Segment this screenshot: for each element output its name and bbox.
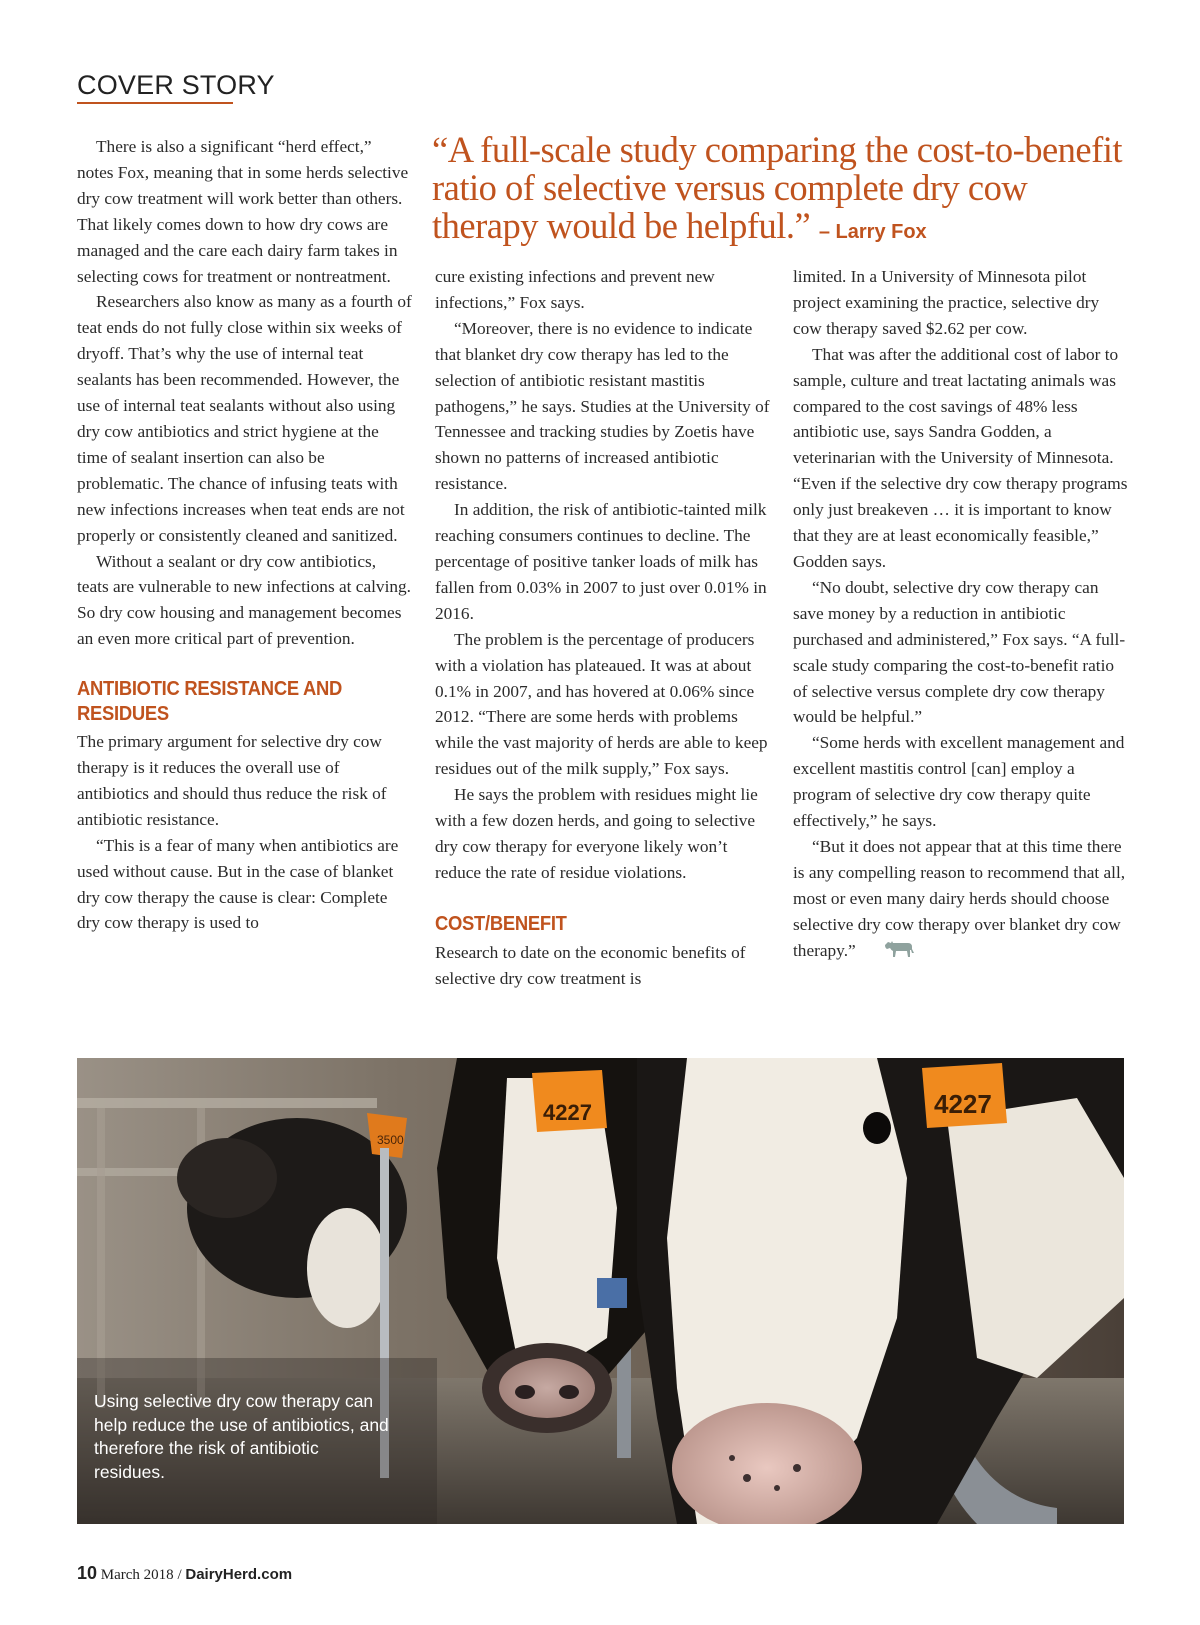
- paragraph: Without a sealant or dry cow antibiotics, teats are vulnerable to new infections at calving. So dry cow housing and management becomes an even more critical part of prevention.: [77, 551, 411, 649]
- paragraph: The problem is the percentage of producers with a violation has plateaued. It was at about 0.1% in 2007, and has hovered at 0.06% since 2012. “There are some herds with problems while the vast majority of herds are able to keep residues out of the milk supply,” Fox says.: [435, 629, 768, 779]
- site-link[interactable]: DairyHerd.com: [185, 1566, 293, 1583]
- section-label-underline: [77, 102, 233, 104]
- paragraph: “Moreover, there is no evidence to indicate that blanket dry cow therapy has led to the selection of antibiotic resistant mastitis pathogens,” he says. Studies at the University of Tennessee and tracking studies by Zoetis have shown no patterns of increased antibiotic resistance.: [435, 318, 770, 494]
- paragraph: He says the problem with residues might lie with a few dozen herds, and going to selective dry cow therapy for everyone likely won’t reduce the rate of residue violations.: [435, 785, 758, 882]
- article-column-3: [793, 264, 1129, 966]
- photo-caption: Using selective dry cow therapy can help reduce the use of antibiotics, and therefore the risk of antibiotic residues.: [94, 1391, 389, 1482]
- paragraph: “Some herds with excellent management and excellent mastitis control [can] employ a program of selective dry cow therapy quite effectively,” he says.: [793, 733, 1125, 831]
- subhead-cost-benefit: COST/BENEFIT: [435, 912, 567, 935]
- paragraph: cure existing infections and prevent new infections,” Fox says.: [435, 267, 715, 312]
- paragraph-final: [793, 834, 1129, 966]
- paragraph: Research to date on the economic benefits of selective dry cow treatment is: [435, 942, 746, 988]
- subhead-antibiotic-resistance: ANTIBIOTIC RESISTANCE AND RESIDUES: [77, 678, 343, 726]
- page-number: 10: [77, 1563, 98, 1583]
- paragraph-final-text: “But it does not appear that at this time there is any compelling reason to recommend that all, most or even many dairy herds should choose selective dry cow therapy over blanket dry cow therapy.”: [793, 836, 1126, 960]
- paragraph: “No doubt, selective dry cow therapy can save money by a reduction in antibiotic purchased and administered,” Fox says. “A full-scale study comparing the cost-to-benefit ratio of selective versus complete dry cow therapy would be helpful.”: [793, 577, 1126, 727]
- article-column-1: [77, 134, 412, 936]
- ear-tag-3: 4227: [934, 1089, 992, 1119]
- footer-separator: /: [177, 1567, 182, 1583]
- article-column-2: [435, 264, 771, 992]
- paragraph: There is also a significant “herd effect,” notes Fox, meaning that in some herds selective dry cow treatment will work better than others. That likely comes down to how dry cows are managed and the care each dairy farm takes in selecting cows for treatment or nontreatment.: [77, 137, 409, 286]
- paragraph: In addition, the risk of antibiotic-tainted milk reaching consumers continues to decline. The percentage of positive tanker loads of milk has fallen from 0.03% in 2007 to just over 0.01% in 2016.: [435, 500, 767, 623]
- issue-date: March 2018: [100, 1567, 174, 1583]
- pull-quote-text: “A full-scale study comparing the cost-to-benefit ratio of selective versus complete dry cow therapy would be helpful.”: [432, 129, 1123, 246]
- ear-tag-1: 3500: [377, 1133, 404, 1147]
- paragraph: Researchers also know as many as a fourth of teat ends do not fully close within six weeks of dryoff. That’s why the use of internal teat sealants has been recommended. However, the use of internal teat sealants without also using dry cow antibiotics and strict hygiene at the time of sealant insertion can also be problematic. The chance of infusing teats with new infections increases when teat ends are not properly or consistently cleaned and sanitized.: [77, 292, 412, 545]
- paragraph: That was after the additional cost of labor to sample, culture and treat lactating animals was compared to the cost savings of 48% less antibiotic use, says Sandra Godden, a veterinarian with the University of Minnesota. “Even if the selective dry cow therapy programs only just breakeven … it is important to know that they are at least economically feasible,” Godden says.: [793, 344, 1128, 571]
- paragraph: “This is a fear of many when antibiotics are used without cause. But in the case of blanket dry cow therapy the cause is clear: Complete dry cow therapy is used to: [77, 835, 399, 933]
- ear-tag-2: 4227: [543, 1100, 592, 1125]
- pull-quote-attribution: – Larry Fox: [818, 221, 927, 243]
- section-label: COVER STORY: [77, 70, 275, 100]
- paragraph: The primary argument for selective dry cow therapy is it reduces the overall use of antibiotics and should thus reduce the risk of antibiotic resistance.: [77, 732, 387, 829]
- cow-icon: [864, 938, 915, 966]
- paragraph: limited. In a University of Minnesota pilot project examining the practice, selective dry cow therapy saved $2.62 per cow.: [793, 267, 1100, 338]
- pull-quote: [432, 131, 1132, 251]
- page-footer: [77, 1563, 292, 1584]
